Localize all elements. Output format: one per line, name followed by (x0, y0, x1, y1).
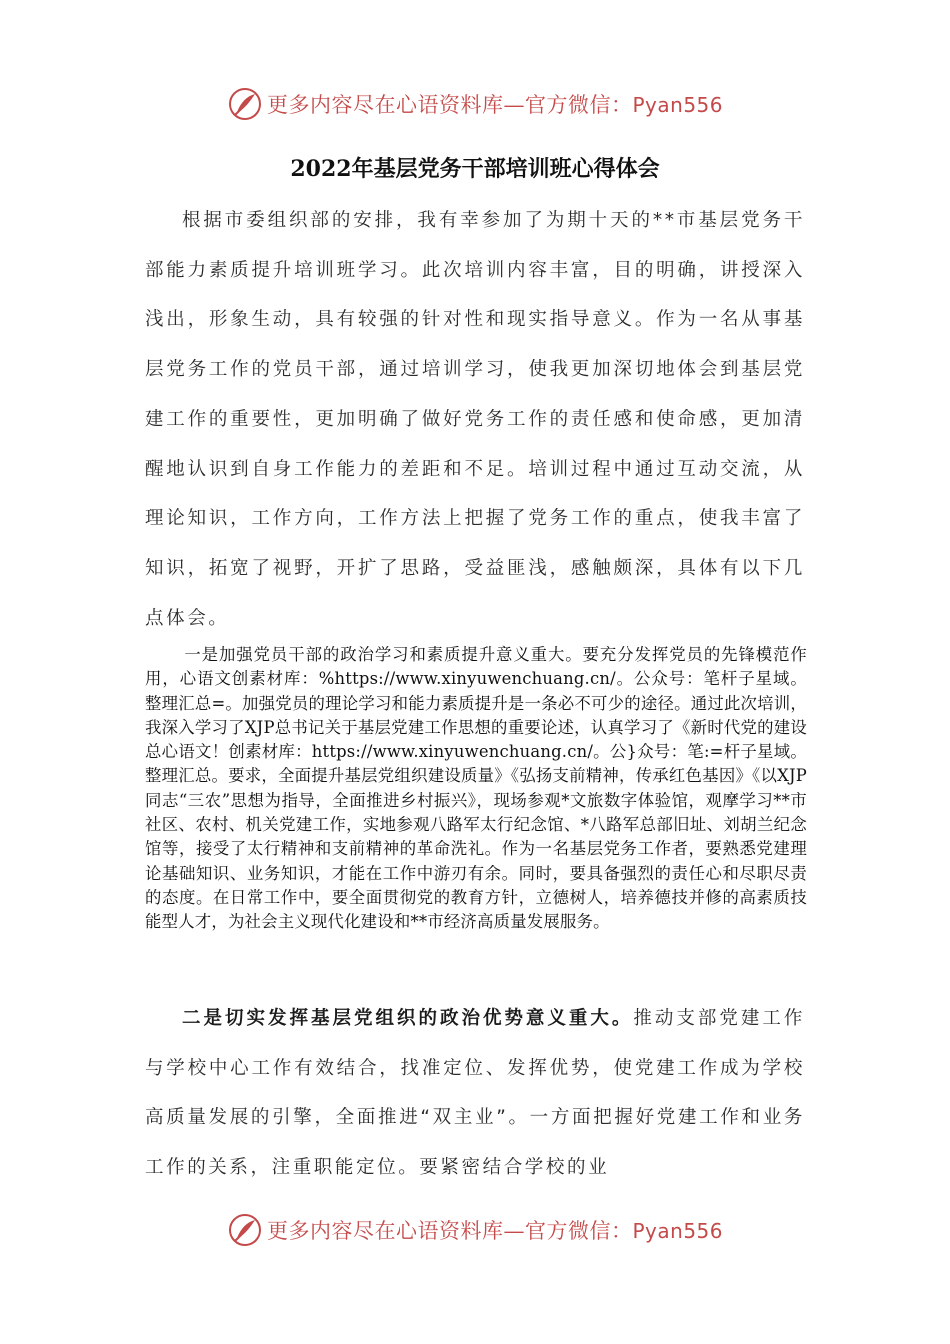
paragraph-point-one: 一是加强党员干部的政治学习和素质提升意义重大。要充分发挥党员的先锋模范作用，心语文创素材库：%https://www.xinyuwenchuang.cn/。公众号：笔杆子星域。整理汇总=。加强党员的理论学习和能力素质提升是一条必不可少的途径。通过此次培训，我深入学习了XJP总书记关于基层党建工作思想的重要论述，认真学习了《新时代党的建设总心语文！创素材库：https://www.xinyuwenchuang.cn/。公}众号：笔:=杆子星域。整理汇总。要求，全面提升基层党组织建设质量》《弘扬支前精神，传承红色基因》《以XJP同志“三农”思想为指导，全面推进乡村振兴》，现场参观*文旅数字体验馆，观摩学习**市社区、农村、机关党建工作，实地参观八路军太行纪念馆、*八路军总部旧址、刘胡兰纪念馆等，接受了太行精神和支前精神的革命洗礼。作为一名基层党务工作者，要熟悉党建理论基础知识、业务知识，才能在工作中游刃有余。同时，要具备强烈的责任心和尽职尽责的态度。在日常工作中，要全面贯彻党的教育方针，立德树人，培养德技并修的高素质技能型人才，为社会主义现代化建设和**市经济高质量发展服务。 (145, 645, 807, 932)
watermark-text: 更多内容尽在心语资料库—官方微信：Pyan556 (266, 1219, 723, 1243)
quill-logo-icon (227, 1212, 263, 1248)
document-title: 2022年基层党务干部培训班心得体会 (290, 156, 660, 182)
paragraph-point-two (145, 994, 805, 1193)
watermark-text: 更多内容尽在心语资料库—官方微信：Pyan556 (266, 93, 723, 117)
paragraph-point-two-body: 推动支部党建工作与学校中心工作有效结合，找准定位、发挥优势，使党建工作成为学校高质量发展的引擎，全面推进“双主业”。一方面把握好党建工作和业务工作的关系，注重职能定位。要紧密结合学校的业 (145, 1008, 805, 1179)
paragraph-intro: 根据市委组织部的安排，我有幸参加了为期十天的**市基层党务干部能力素质提升培训班学习。此次培训内容丰富，目的明确，讲授深入浅出，形象生动，具有较强的针对性和现实指导意义。作为一名从事基层党务工作的党员干部，通过培训学习，使我更加深切地体会到基层党建工作的重要性，更加明确了做好党务工作的责任感和使命感，更加清醒地认识到自身工作能力的差距和不足。培训过程中通过互动交流，从理论知识，工作方向，工作方法上把握了党务工作的重点，使我丰富了知识，拓宽了视野，开扩了思路，受益匪浅，感触颇深，具体有以下几点体会。 (145, 210, 805, 629)
watermark-header (0, 84, 950, 124)
quill-logo-icon (227, 86, 263, 122)
watermark-wechat-id: Pyan556 (632, 93, 723, 117)
watermark-footer (0, 1210, 950, 1250)
paragraph-point-two-lead: 二是切实发挥基层党组织的政治优势意义重大。 (182, 1008, 634, 1029)
watermark-wechat-id: Pyan556 (632, 1219, 723, 1243)
